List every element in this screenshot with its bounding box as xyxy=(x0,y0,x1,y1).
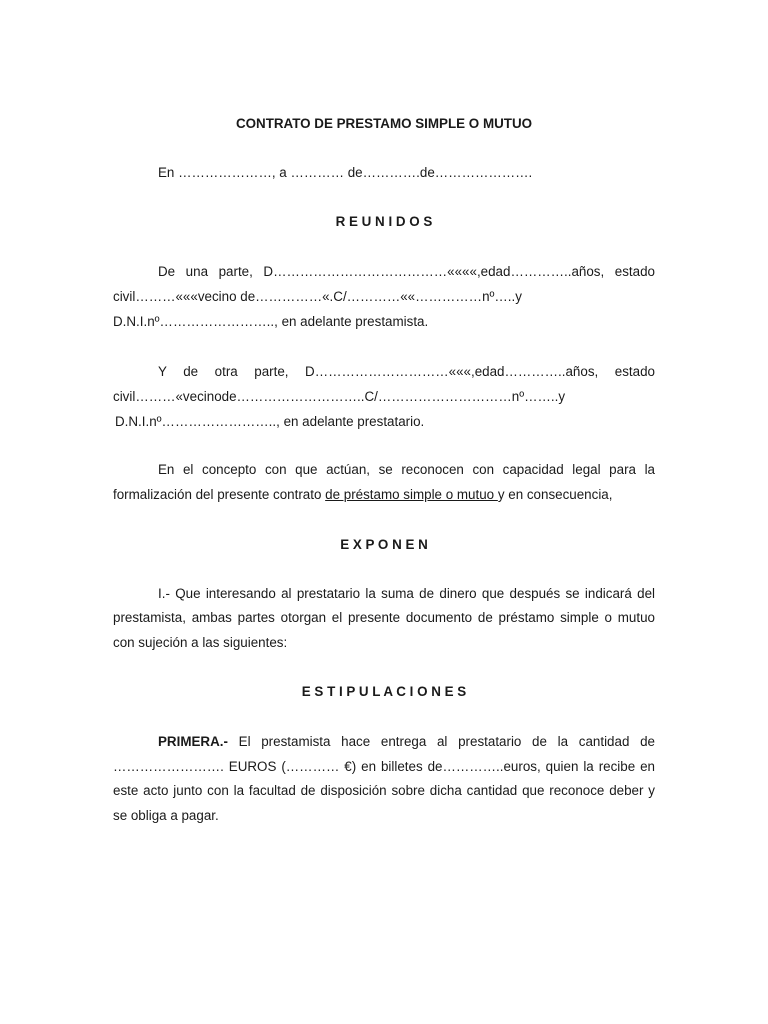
heading-reunidos: R E U N I D O S xyxy=(335,214,433,229)
party1-line3: D.N.I.nº…………………….., en adelante prestamista. xyxy=(113,314,429,329)
exponen-line1: I.- Que interesando al prestatario la suma de dinero que después se indicará del xyxy=(158,586,655,601)
party2-line1: Y de otra parte, D…………………………«««,edad…………..años, estado xyxy=(158,364,655,379)
contract-type-underlined: de préstamo simple o mutuo xyxy=(325,487,498,502)
exponen-line3: con sujeción a las siguientes: xyxy=(113,635,288,650)
primera-line1-rest: El prestamista hace entrega al prestatario de la cantidad de xyxy=(227,734,655,749)
primera-label: PRIMERA.- xyxy=(158,734,228,749)
party2-line3: D.N.I.nº…………………….., en adelante prestatario. xyxy=(115,414,425,429)
concept-line1: En el concepto con que actúan, se reconocen con capacidad legal para la xyxy=(158,462,655,477)
primera-line2: ……………………. EUROS (………… €) en billetes de…………..euros, quien la recibe en xyxy=(113,759,655,774)
primera-line1 xyxy=(158,733,655,751)
concept-line2 xyxy=(113,486,612,504)
party2-line2: civil………«vecinode………………………..C/…………………………nº……..y xyxy=(113,389,566,404)
concept-line2-after: y en consecuencia, xyxy=(497,487,613,502)
party1-line1: De una parte, D…………………………………««««,edad…………..años, estado xyxy=(158,264,655,279)
primera-line4: se obliga a pagar. xyxy=(113,808,219,823)
heading-estipulaciones: E S T I P U L A C I O N E S xyxy=(301,684,467,699)
concept-line2-before: formalización del presente contrato xyxy=(113,487,326,502)
party1-line2: civil………«««vecino de……………«.C/…………««……………nº…..y xyxy=(113,289,522,304)
place-date-line: En …………………, a ………… de………….de…………………. xyxy=(158,165,533,180)
heading-exponen: E X P O N E N xyxy=(340,537,428,552)
document-title: CONTRATO DE PRESTAMO SIMPLE O MUTUO xyxy=(235,116,533,131)
exponen-line2: prestamista, ambas partes otorgan el presente documento de préstamo simple o mutuo xyxy=(113,610,655,625)
primera-line3: este acto junto con la facultad de disposición sobre dicha cantidad que reconoce deber y xyxy=(113,783,655,798)
